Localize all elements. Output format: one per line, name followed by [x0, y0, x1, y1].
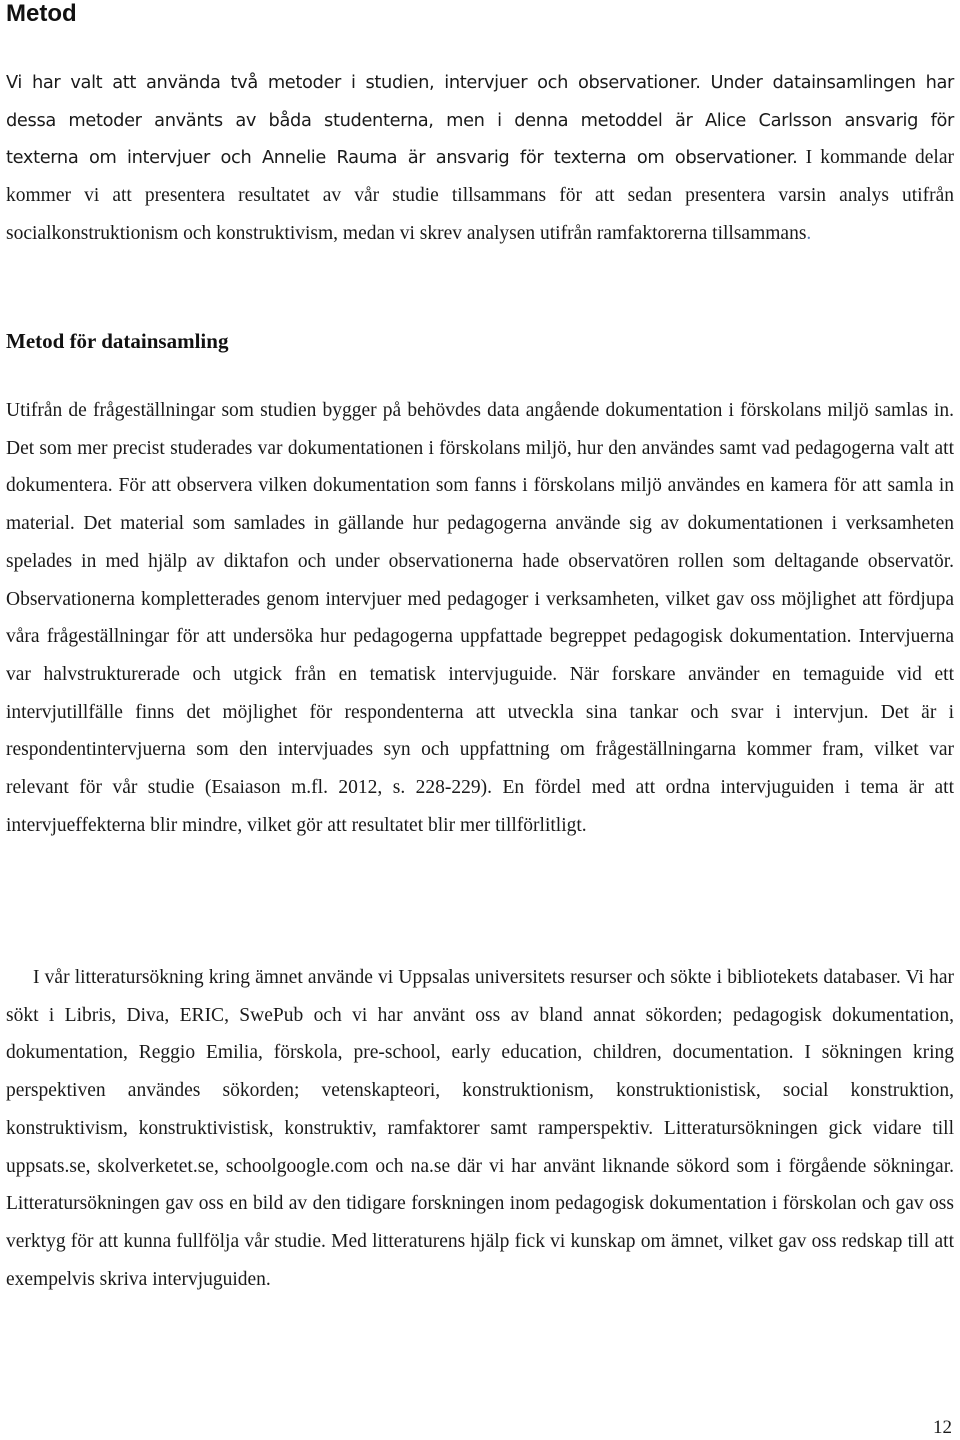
- page-title: Metod: [6, 0, 77, 27]
- literature-search-paragraph: I vår litteratursökning kring ämnet använde vi Uppsalas universitets resurser och sökte i bibliotekets databaser. Vi har sökt i Libris, Diva, ERIC, SwePub och vi har använt oss av bland annat sökorden; pedagogisk dokumentation, dokumentation, Reggio Emilia, förskola, pre-school, early education, children, documentation. I sökningen kring perspektiven användes sökorden; vetenskapteori, konstruktionism, konstruktionistisk, social konstruktion, konstruktivism, konstruktivistisk, konstruktiv, ramfaktorer samt ramperspektiv. Litteratursökningen gick vidare till uppsats.se, skolverketet.se, schoolgoogle.com och na.se där vi har använt liknande sökord som i förgående sökningar. Litteratursökningen gav oss en bild av den tidigare forskningen inom pedagogisk dokumentation i förskolan och gav oss verktyg för att kunna fullfölja vår studie. Med litteraturens hjälp fick vi kunskap om ämnet, vilket gav oss redskap till att exempelvis skriva intervjuguiden.: [6, 967, 954, 1290]
- section-heading: Metod för datainsamling: [6, 329, 229, 353]
- data-collection-paragraph: Utifrån de frågeställningar som studien bygger på behövdes data angående dokumentation i förskolans miljö samlas in. Det som mer precist studerades var dokumentationen i förskolans miljö, hur den användes samt vad pedagogerna valt att dokumentera. För att observera vilken dokumentation som fanns i förskolans miljö användes en kamera för att samla in material. Det material som samlades in gällande hur pedagogerna använde sig av dokumentationen i verksamheten spelades in med hjälp av diktafon och under observationerna hade observatören rollen som deltagande observatör. Observationerna kompletterades genom intervjuer med pedagoger i verksamheten, vilket gav oss möjlighet att fördjupa våra frågeställningar för att undersöka hur pedagogerna uppfattade begreppet pedagogisk dokumentation. Intervjuerna var halvstrukturerade och utgick från en tematisk intervjuguide. När forskare använder en temaguide vid ett intervjutillfälle finns det möjlighet för respondenterna att utveckla sina tankar och svar i intervjun. Det är i respondentintervjuerna som den intervjuades syn och uppfattning om frågeställningarna kommer fram, vilket var relevant för vår studie (Esaiason m.fl. 2012, s. 228-229). En fördel med att ordna intervjuguiden i tema är att intervjueffekterna blir mindre, vilket gör att resultatet blir mer tillförlitligt.: [6, 400, 954, 836]
- intro-sentence: Vi har valt att använda två metoder i studien, intervjuer och observationer. Under datainsamlingen har dessa metoder använts av båda studenterna, men i denna metoddel är Alice Carlsson ansvarig för texterna om intervjuer och Annelie Rauma är ansvarig för texterna om observationer.: [6, 72, 954, 169]
- intro-paragraph: [6, 64, 954, 253]
- document-page: [6, 0, 954, 1290]
- intro-rest: I kommande delar kommer vi att presentera resultatet av vår studie tillsammans för att sedan presentera varsin analys utifrån socialkonstruktionism och konstruktivism, medan vi skrev analysen utifrån ramfaktorerna tillsammans: [6, 147, 954, 244]
- page-number: 12: [933, 1417, 952, 1438]
- intro-final-dot: .: [806, 222, 812, 244]
